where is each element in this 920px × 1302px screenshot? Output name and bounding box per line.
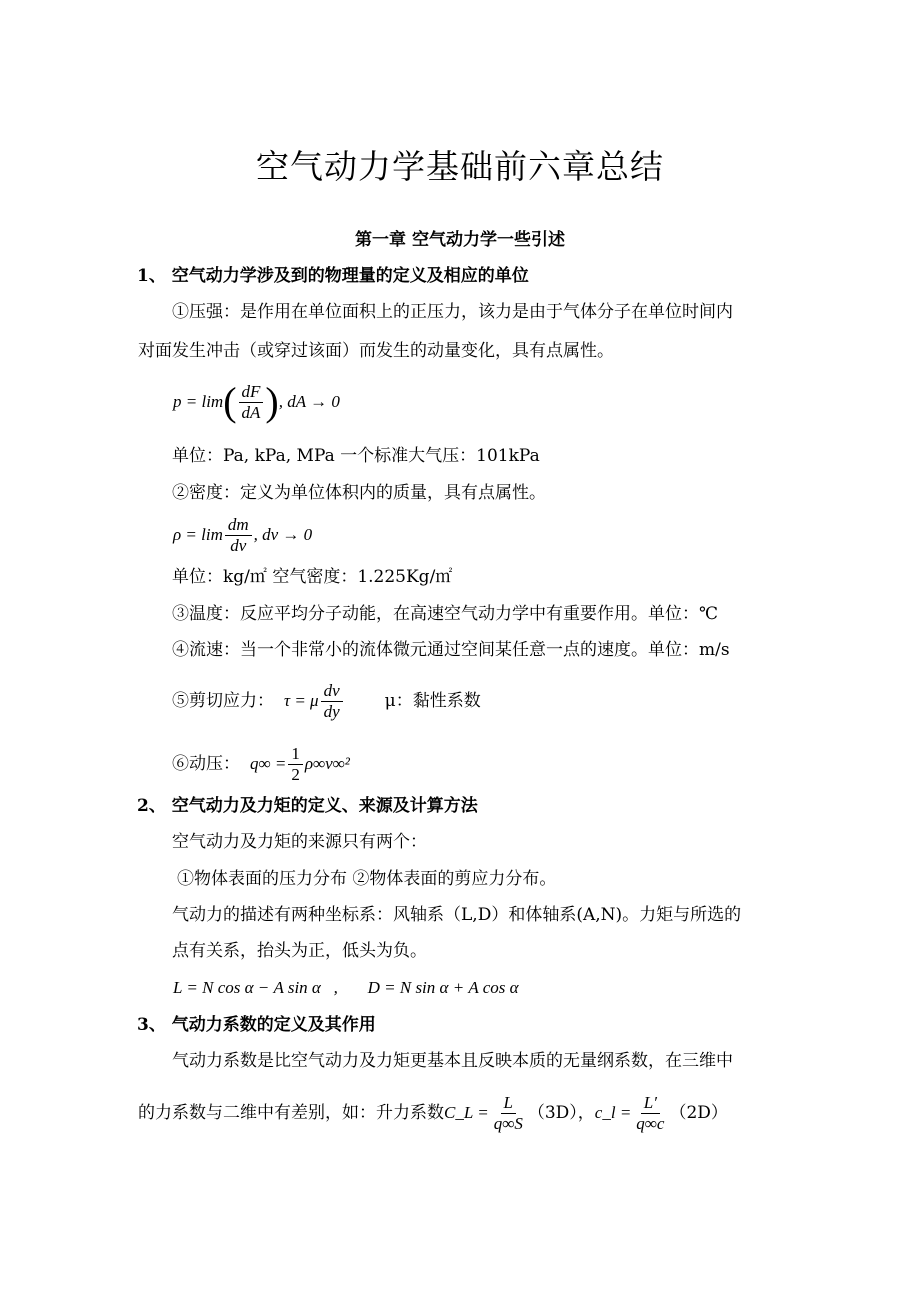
cl-3d-denominator: q∞S xyxy=(493,1113,523,1133)
cl-3d-tag: （3D）， xyxy=(527,1103,595,1123)
density-formula-lhs: ρ = lim xyxy=(173,525,223,544)
dynamic-pressure-label: ⑥动压： xyxy=(172,754,240,774)
left-paren-icon: ( xyxy=(223,379,237,424)
cl-3d-fraction xyxy=(491,1093,526,1134)
dynamic-fraction-numerator: 1 xyxy=(288,744,303,765)
cl-2d-denominator: q∞c xyxy=(636,1113,665,1133)
pressure-definition-line-2: 对面发生冲击（或穿过该面）而发生的动量变化，具有点属性。 xyxy=(138,341,614,361)
density-fraction xyxy=(225,515,252,556)
pressure-unit: 单位：Pa, kPa, MPa 一个标准大气压：101kPa xyxy=(172,446,540,466)
page-title: 空气动力学基础前六章总结 xyxy=(256,147,664,186)
density-fraction-denominator: dv xyxy=(230,535,247,555)
density-definition: ②密度：定义为单位体积内的质量，具有点属性。 xyxy=(172,483,546,503)
density-fraction-numerator: dm xyxy=(225,515,252,536)
chapter-heading: 第一章 空气动力学一些引述 xyxy=(355,230,565,250)
section-2-heading: 2、 空气动力及力矩的定义、来源及计算方法 xyxy=(137,796,478,816)
dynamic-formula-lhs: q∞ = xyxy=(250,754,287,773)
pressure-fraction xyxy=(239,382,264,423)
force-decomposition-formula: L = N cos α − A sin α , D = N sin α + A cos α xyxy=(173,978,519,997)
section-1-heading: 1、 空气动力学涉及到的物理量的定义及相应的单位 xyxy=(137,266,529,286)
temperature-definition: ③温度：反应平均分子动能，在高速空气动力学中有重要作用。单位：℃ xyxy=(172,604,719,624)
shear-fraction-numerator: dv xyxy=(321,681,343,702)
section-2-line-1: 空气动力及力矩的来源只有两个： xyxy=(172,832,427,852)
cl-2d-tag: （2D） xyxy=(669,1103,728,1123)
section-2-line-2: ①物体表面的压力分布 ②物体表面的剪应力分布。 xyxy=(177,869,557,889)
density-formula-tail: , dv → 0 xyxy=(253,525,313,544)
shear-fraction xyxy=(321,681,343,722)
section-3-line-1: 气动力系数是比空气动力及力矩更基本且反映本质的无量纲系数，在三维中 xyxy=(172,1051,733,1071)
pressure-formula-lhs: p = lim xyxy=(173,392,224,411)
shear-stress-line xyxy=(172,676,481,726)
shear-formula-lhs: τ = μ xyxy=(284,691,319,710)
right-paren-icon: ) xyxy=(265,379,279,424)
section-3-heading: 3、 气动力系数的定义及其作用 xyxy=(137,1015,376,1035)
section-3-line-2: 的力系数与二维中有差别，如：升力系数 xyxy=(138,1103,444,1123)
shear-fraction-denominator: dy xyxy=(323,701,340,721)
section-2-line-3: 气动力的描述有两种坐标系：风轴系（L,D）和体轴系(A,N)。力矩与所选的 xyxy=(172,905,742,925)
pressure-definition-line-1: ①压强：是作用在单位面积上的正压力，该力是由于气体分子在单位时间内 xyxy=(172,302,733,322)
pressure-fraction-numerator: dF xyxy=(239,382,264,403)
cl-3d-lhs: C_L = xyxy=(444,1103,489,1122)
shear-stress-label: ⑤剪切应力： xyxy=(172,691,274,711)
pressure-fraction-denominator: dA xyxy=(241,402,261,422)
density-unit: 单位：kg/㎡ 空气密度：1.225Kg/㎡ xyxy=(172,567,453,587)
cl-2d-lhs: c_l = xyxy=(594,1103,632,1122)
pressure-formula-tail: , dA → 0 xyxy=(278,392,340,411)
pressure-formula xyxy=(173,378,340,426)
cl-2d-fraction xyxy=(633,1093,667,1134)
dynamic-formula-tail: ρ∞v∞² xyxy=(304,754,350,773)
section-2-line-4: 点有关系，抬头为正，低头为负。 xyxy=(172,941,427,961)
velocity-definition: ④流速：当一个非常小的流体微元通过空间某任意一点的速度。单位：m/s xyxy=(172,640,730,660)
dynamic-fraction-denominator: 2 xyxy=(291,764,300,784)
lift-coefficient-line xyxy=(138,1086,728,1140)
viscosity-note: μ：黏性系数 xyxy=(384,691,481,711)
dynamic-pressure-line xyxy=(172,740,350,788)
density-formula xyxy=(173,512,312,558)
cl-2d-numerator: L′ xyxy=(641,1093,660,1114)
cl-3d-numerator: L xyxy=(501,1093,516,1114)
dynamic-fraction xyxy=(288,744,303,785)
